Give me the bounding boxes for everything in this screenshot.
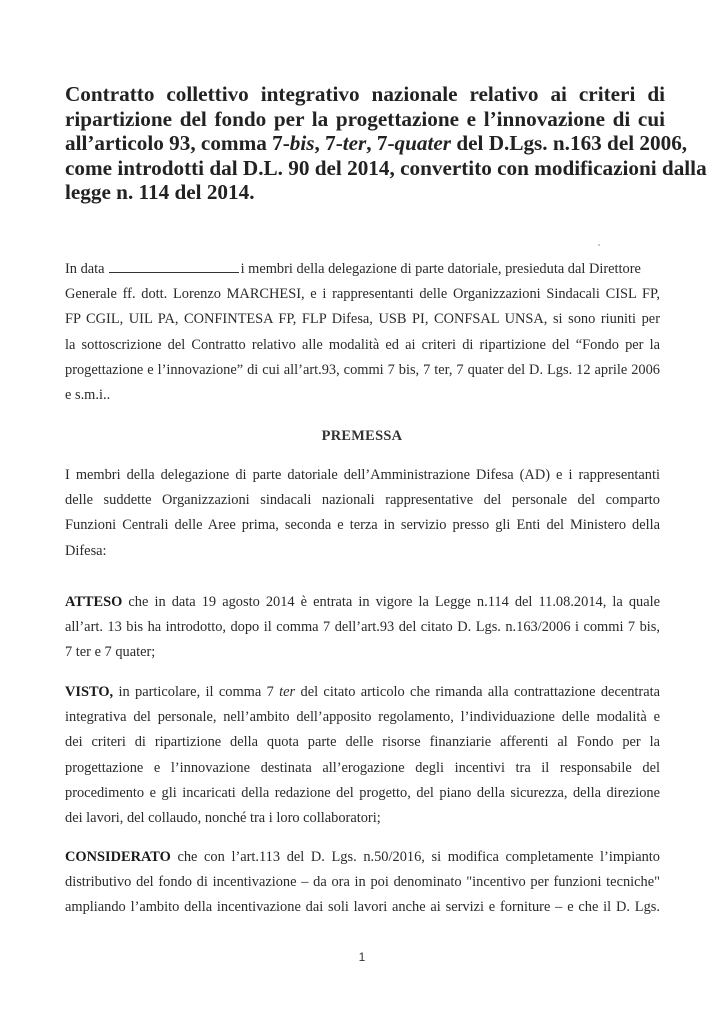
intro-line: Generale ff. dott. Lorenzo MARCHESI, e i rappresentanti delle Organizzazioni Sindacali CISL FP, — [65, 286, 660, 303]
premessa-line: I membri della delegazione di parte datoriale dell’Amministrazione Difesa (AD) e i rappresentanti — [65, 467, 660, 483]
intro-line: FP CGIL, UIL PA, CONFINTESA FP, FLP Difesa, USB PI, CONFSAL UNSA, si sono riuniti per — [65, 311, 660, 328]
visto-line: procedimento e gli incaricati della redazione del progetto, del piano della sicurezza, della direzione — [65, 784, 660, 801]
premessa-line: Difesa: — [65, 542, 107, 559]
intro-suffix: i membri della delegazione di parte datoriale, presieduta dal Direttore — [240, 261, 641, 277]
visto-line: progettazione e l’innovazione destinata all’erogazione degli incentivi tra il responsabile del — [65, 759, 660, 776]
atteso-text: che in data 19 agosto 2014 è entrata in vigore la Legge n.114 del 11.08.2014, la quale — [128, 594, 660, 610]
visto-line: dei criteri di ripartizione della quota parte delle risorse finanziarie afferenti al Fondo per la — [65, 734, 660, 751]
title-line: come introdotti dal D.L. 90 del 2014, convertito con modificazioni dalla — [65, 155, 707, 180]
title-line: ripartizione del fondo per la progettazione e l’innovazione di cui — [65, 106, 665, 131]
premessa-heading: PREMESSA — [321, 428, 403, 444]
atteso-line — [65, 590, 660, 615]
intro-line: e s.m.i.. — [65, 387, 111, 404]
visto-line — [65, 680, 660, 705]
title-italic-word: ter — [342, 131, 367, 155]
intro-line: la sottoscrizione del Contratto relativo alle modalità ed ai criteri di ripartizione del “Fondo per la — [65, 336, 660, 353]
considerato-line — [65, 845, 660, 870]
visto-keyword: VISTO, — [65, 684, 114, 700]
visto-text-b: del citato articolo che rimanda alla contrattazione decentrata — [300, 684, 660, 700]
visto-italic: ter — [279, 684, 296, 700]
intro-line: progettazione e l’innovazione” di cui all’art.93, commi 7 bis, 7 ter, 7 quater del D. Lgs. 12 aprile 2006 — [65, 361, 660, 378]
date-blank-line — [109, 260, 239, 273]
considerato-line: distributivo del fondo di incentivazione – da ora in poi denominato "incentivo per funzioni tecniche" — [65, 874, 660, 891]
document-title — [65, 82, 707, 205]
title-italic-word: quater — [394, 131, 452, 155]
atteso-paragraph — [65, 590, 660, 666]
title-italic-word: bis — [289, 131, 315, 155]
visto-text-a: in particolare, il comma 7 — [118, 684, 274, 700]
page-number: 1 — [358, 950, 366, 964]
considerato-keyword: CONSIDERATO — [65, 849, 171, 865]
visto-line: integrativa del personale, nell’ambito dell’apposito regolamento, l’individuazione delle modalità e — [65, 709, 660, 726]
visto-paragraph — [65, 680, 660, 831]
visto-line: dei lavori, del collaudo, nonché tra i loro collaboratori; — [65, 810, 381, 827]
atteso-keyword: ATTESO — [65, 594, 123, 610]
considerato-line: ampliando l’ambito della incentivazione dai soli lavori anche ai servizi e forniture – e che il D. Lgs. — [65, 899, 660, 916]
premessa-line: delle suddette Organizzazioni sindacali nazionali rappresentative del personale del comparto — [65, 492, 660, 509]
scan-speck — [598, 244, 600, 246]
atteso-line: all’art. 13 bis ha introdotto, dopo il comma 7 dell’art.93 del citato D. Lgs. n.163/2006 i commi 7 bis, — [65, 619, 660, 636]
considerato-text: che con l’art.113 del D. Lgs. n.50/2016, si modifica completamente l’impianto — [177, 849, 660, 865]
title-line: legge n. 114 del 2014. — [65, 180, 255, 204]
title-line: all’articolo 93, comma 7-bis, 7-ter, 7-quater del D.Lgs. n.163 del 2006, — [65, 131, 688, 155]
intro-paragraph — [65, 257, 660, 408]
premessa-paragraph — [65, 463, 660, 564]
intro-line — [65, 257, 660, 282]
premessa-line: Funzioni Centrali delle Aree prima, seconda e terza in servizio presso gli Enti del Ministero della — [65, 517, 660, 534]
title-line: Contratto collettivo integrativo nazionale relativo ai criteri di — [65, 82, 665, 106]
considerato-paragraph — [65, 845, 660, 921]
atteso-line: 7 ter e 7 quater; — [65, 644, 156, 661]
intro-prefix: In data — [65, 261, 105, 277]
